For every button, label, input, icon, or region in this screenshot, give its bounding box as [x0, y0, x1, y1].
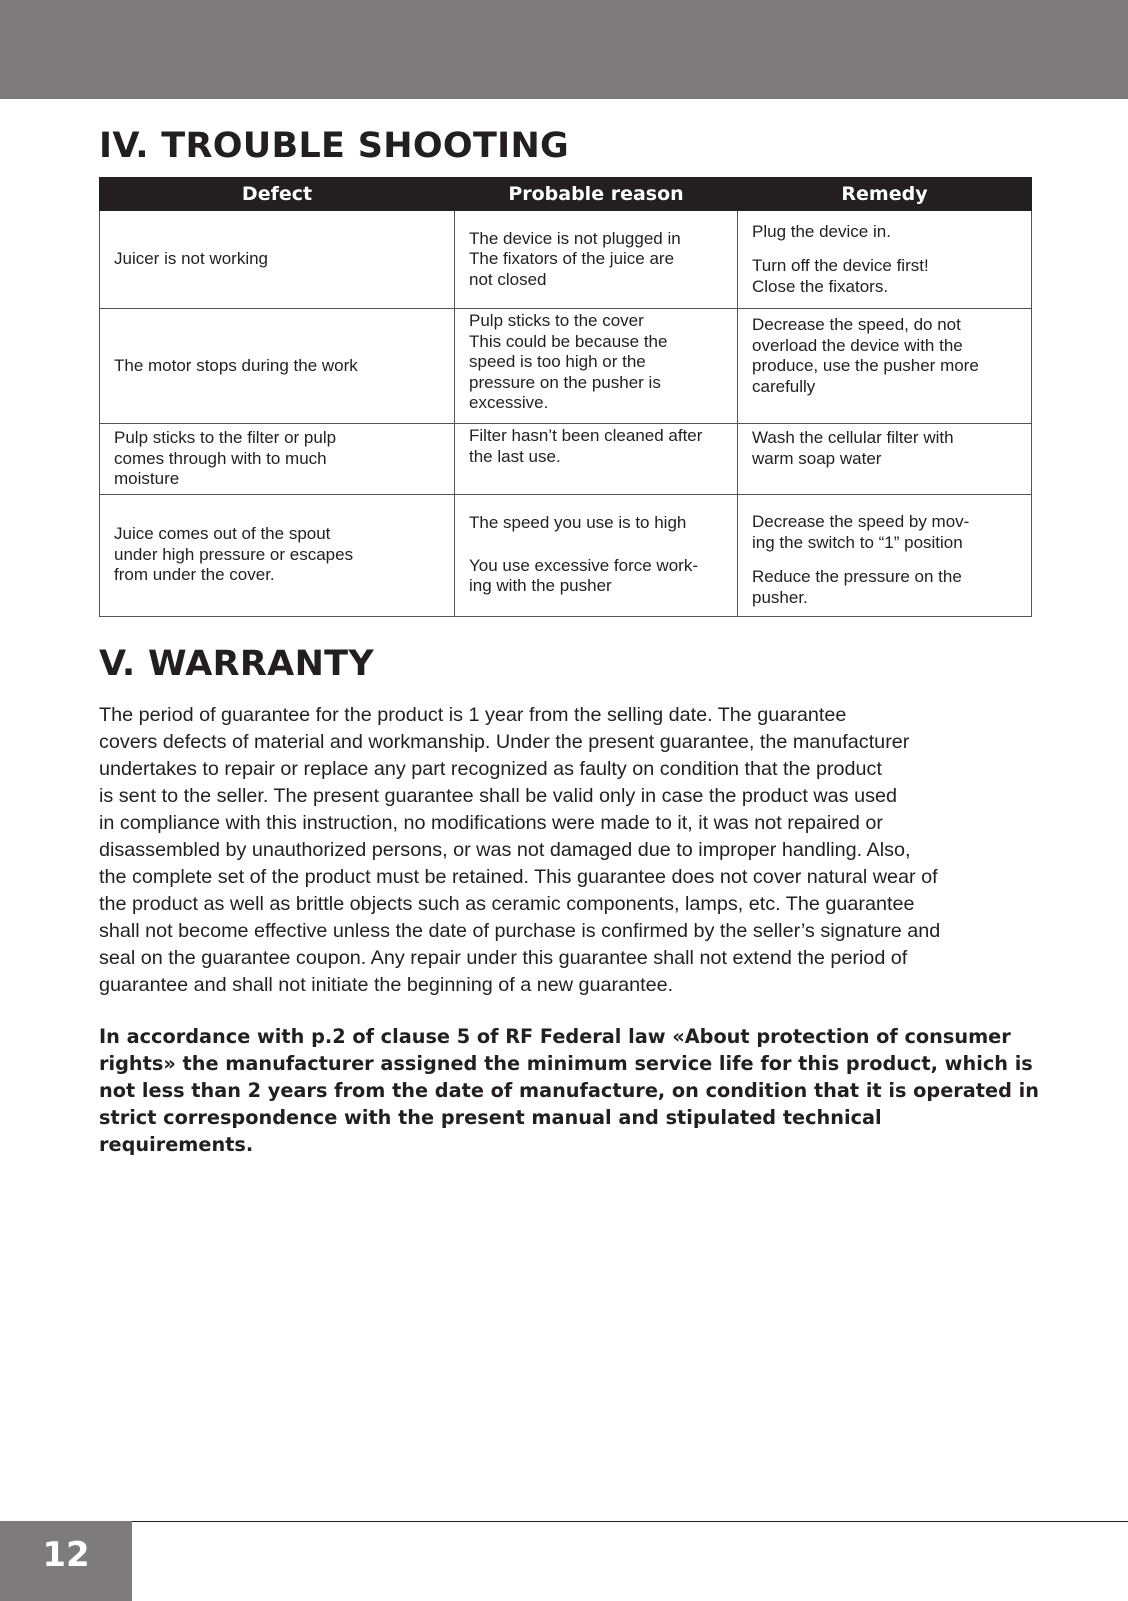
- text-line: is sent to the seller. The present guarantee shall be valid only in case the product was used: [99, 785, 897, 807]
- defect-cell: [100, 309, 455, 424]
- text-line: Pulp sticks to the filter or pulp: [114, 428, 337, 447]
- text-line: warm soap water: [752, 448, 882, 468]
- troubleshooting-table: [99, 177, 1032, 617]
- text-line: The speed you use is to high: [469, 513, 687, 533]
- text-line: shall not become effective unless the date of purchase is confirmed by the seller’s signature and: [99, 920, 941, 942]
- text-line: rights» the manufacturer assigned the minimum service life for this product, which is: [99, 1052, 1033, 1075]
- text-line: Turn off the device first!: [752, 256, 929, 276]
- text-line: ing the switch to “1” position: [752, 532, 963, 552]
- text-line: excessive.: [469, 393, 549, 412]
- text-line: pressure on the pusher is: [469, 372, 661, 392]
- header-defect: Defect: [100, 178, 455, 211]
- text-line: moisture: [114, 469, 180, 488]
- reason-cell: [455, 494, 738, 616]
- text-line: Decrease the speed by mov-: [752, 512, 970, 531]
- text-line: Juice comes out of the spout: [114, 524, 331, 544]
- defect-cell: [100, 424, 455, 495]
- remedy-cell: [738, 309, 1032, 424]
- text-line: Close the fixators.: [752, 276, 889, 296]
- text-line: In accordance with p.2 of clause 5 of RF Federal law «About protection of consumer: [99, 1025, 1011, 1048]
- text-line: not closed: [469, 269, 547, 289]
- text-line: The period of guarantee for the product is 1 year from the selling date. The guarantee: [99, 704, 847, 726]
- text-line: not less than 2 years from the date of manufacture, on condition that it is operated in: [99, 1079, 1039, 1102]
- text-line: guarantee and shall not initiate the beginning of a new guarantee.: [99, 974, 674, 996]
- service-life-notice: [99, 1023, 1039, 1158]
- footer-rule: [132, 1521, 1128, 1522]
- text-line: Plug the device in.: [752, 221, 891, 241]
- text-line: the complete set of the product must be retained. This guarantee does not cover natural wear of: [99, 866, 938, 888]
- text-line: Decrease the speed, do not: [752, 315, 961, 334]
- text-line: from under the cover.: [114, 565, 275, 585]
- text-line: undertakes to repair or replace any part recognized as faulty on condition that the product: [99, 758, 882, 780]
- text-line: Wash the cellular filter with: [752, 428, 954, 447]
- troubleshooting-title: IV. TROUBLE SHOOTING: [99, 126, 570, 166]
- table-row: [100, 211, 1032, 309]
- text-line: The motor stops during the work: [114, 355, 358, 375]
- text-line: the product as well as brittle objects such as ceramic components, lamps, etc. The guarantee: [99, 893, 915, 915]
- text-line: The fixators of the juice are: [469, 249, 675, 269]
- text-line: This could be because the: [469, 331, 668, 351]
- text-line: in compliance with this instruction, no modifications were made to it, it was not repaired or: [99, 812, 883, 834]
- text-line: the last use.: [469, 446, 561, 466]
- header-probable-reason: Probable reason: [455, 178, 738, 211]
- text-line: covers defects of material and workmanship. Under the present guarantee, the manufacturer: [99, 731, 910, 753]
- header-band: [0, 0, 1128, 99]
- reason-cell: [455, 424, 738, 495]
- text-line: speed is too high or the: [469, 352, 646, 371]
- table-header-row: [100, 178, 1032, 211]
- header-remedy: Remedy: [738, 178, 1032, 211]
- text-line: pusher.: [752, 587, 808, 607]
- reason-cell: [455, 309, 738, 424]
- text-line: carefully: [752, 376, 816, 396]
- remedy-cell: [738, 424, 1032, 495]
- page-number: 12: [0, 1521, 132, 1601]
- table-row: [100, 424, 1032, 495]
- text-line: Filter hasn’t been cleaned after: [469, 426, 703, 445]
- text-line: Juicer is not working: [114, 249, 269, 269]
- text-line: Reduce the pressure on the: [752, 567, 962, 586]
- text-line: strict correspondence with the present manual and stipulated technical requirements.: [99, 1106, 882, 1156]
- text-line: The device is not plugged in: [469, 228, 681, 248]
- table-row: [100, 309, 1032, 424]
- text-line: Pulp sticks to the cover: [469, 311, 644, 330]
- text-line: comes through with to much: [114, 448, 327, 468]
- text-line: ing with the pusher: [469, 576, 612, 596]
- warranty-title: V. WARRANTY: [99, 644, 374, 684]
- text-line: disassembled by unauthorized persons, or was not damaged due to improper handling. Also,: [99, 839, 911, 861]
- text-line: under high pressure or escapes: [114, 544, 354, 564]
- warranty-paragraph: [99, 702, 1039, 999]
- reason-cell: [455, 211, 738, 309]
- text-line: You use excessive force work-: [469, 555, 698, 575]
- text-line: overload the device with the: [752, 335, 963, 355]
- table-row: [100, 494, 1032, 616]
- text-line: seal on the guarantee coupon. Any repair under this guarantee shall not extend the period of: [99, 947, 908, 969]
- defect-cell: [100, 211, 455, 309]
- defect-cell: [100, 494, 455, 616]
- remedy-cell: [738, 494, 1032, 616]
- remedy-cell: [738, 211, 1032, 309]
- text-line: produce, use the pusher more: [752, 356, 979, 375]
